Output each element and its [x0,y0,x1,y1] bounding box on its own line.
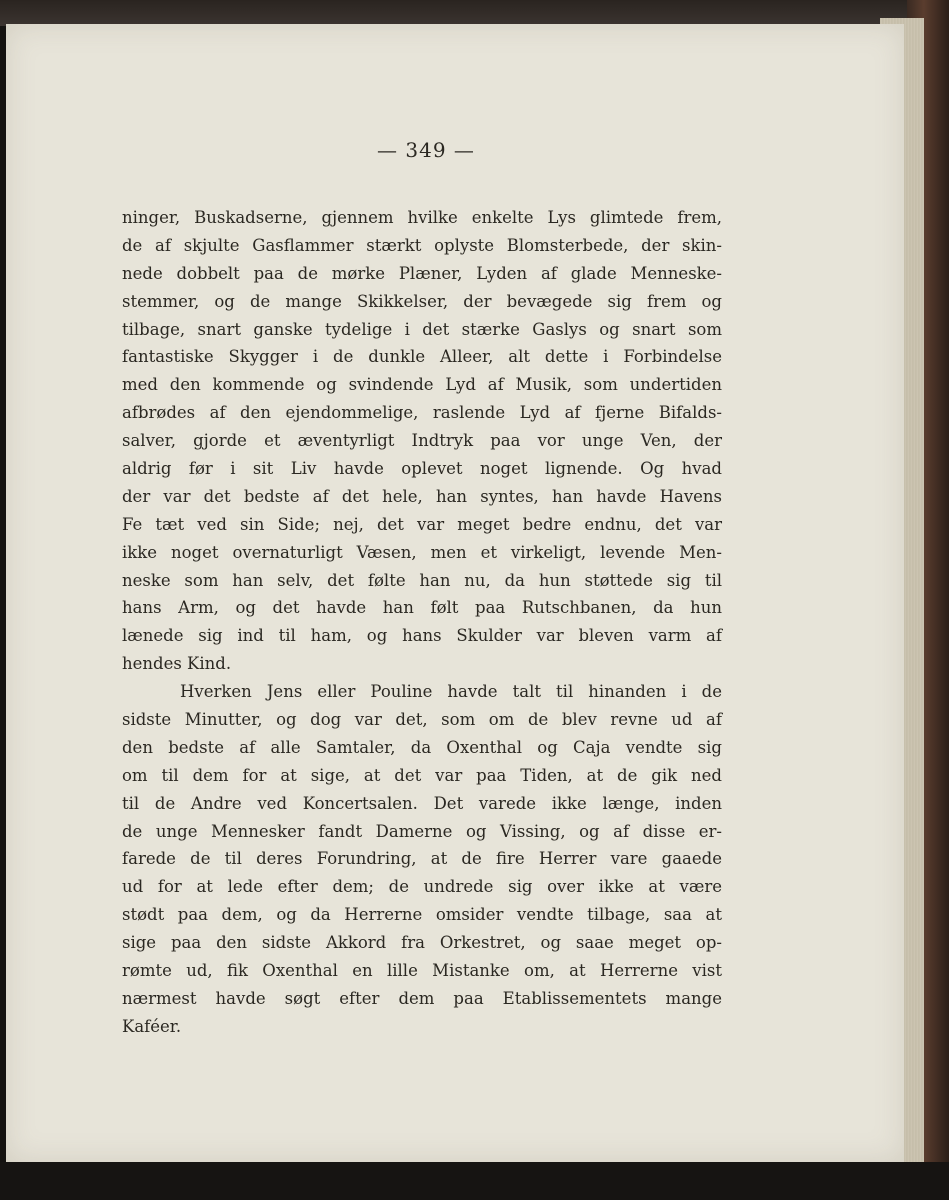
text-line: sidste Minutter, og dog var det, som om de blev revne ud af [122,710,722,730]
text-line: den bedste af alle Samtaler, da Oxenthal og Caja vendte sig [122,737,722,757]
text-line: nærmest havde søgt efter dem paa Etablissementets mange [122,988,722,1008]
text-line: stemmer, og de mange Skikkelser, der bevægede sig frem og [122,291,722,311]
text-line: tilbage, snart ganske tydelige i det stærke Gaslys og snart som [122,319,722,339]
text-line: Fe tæt ved sin Side; nej, det var meget bedre endnu, det var [122,514,722,534]
text-line: neske som han selv, det følte han nu, da hun støttede sig til [122,570,722,590]
text-line: lænede sig ind til ham, og hans Skulder var bleven varm af [122,626,722,646]
body-text [122,204,722,1041]
text-line: de af skjulte Gasflammer stærkt oplyste Blomsterbede, der skin- [122,235,722,255]
text-line: hans Arm, og det havde han følt paa Rutschbanen, da hun [122,598,722,618]
text-line: til de Andre ved Koncertsalen. Det varede ikke længe, inden [122,793,722,813]
text-line: Kaféer. [122,1016,182,1036]
scan-bottom-border [0,1162,949,1200]
text-line: om til dem for at sige, at det var paa Tiden, at de gik ned [122,765,722,785]
text-line: ud for at lede efter dem; de undrede sig over ikke at være [122,877,722,897]
text-line: der var det bedste af det hele, han syntes, han havde Havens [122,486,722,506]
text-line: ikke noget overnaturligt Væsen, men et virkeligt, levende Men- [122,542,722,562]
text-line: de unge Mennesker fandt Damerne og Vissing, og af disse er- [122,821,722,841]
text-line: afbrødes af den ejendommelige, raslende Lyd af fjerne Bifalds- [122,403,722,423]
text-line: farede de til deres Forundring, at de fire Herrer vare gaaede [122,849,722,869]
text-line: sige paa den sidste Akkord fra Orkestret, og saae meget op- [122,933,722,953]
text-line: hendes Kind. [122,654,232,674]
text-line: ninger, Buskadserne, gjennem hvilke enkelte Lys glimtede frem, [122,208,722,227]
text-line: fantastiske Skygger i de dunkle Alleer, alt dette i Forbindelse [122,347,722,367]
text-line: stødt paa dem, og da Herrerne omsider vendte tilbage, saa at [122,905,722,925]
page-paper [6,24,904,1162]
text-line: Hverken Jens eller Pouline havde talt til hinanden i de [180,682,722,702]
page-number: — 349 — [377,138,475,162]
text-line: med den kommende og svindende Lyd af Musik, som undertiden [122,375,722,395]
scan-top-border [0,0,949,26]
text-line: nede dobbelt paa de mørke Plæner, Lyden af glade Menneske- [122,263,722,283]
text-line: salver, gjorde et æventyrligt Indtryk paa vor unge Ven, der [122,431,722,451]
text-line: aldrig før i sit Liv havde oplevet noget lignende. Og hvad [122,459,722,479]
text-line: rømte ud, fik Oxenthal en lille Mistanke om, at Herrerne vist [122,961,722,981]
